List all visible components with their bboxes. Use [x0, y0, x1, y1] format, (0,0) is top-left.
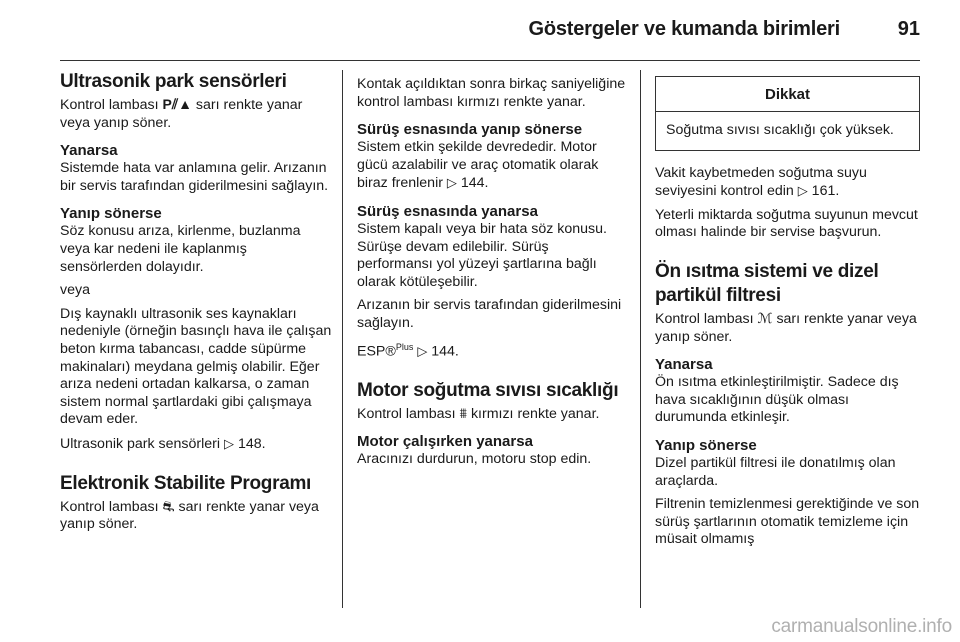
paragraph: Sistem kapalı veya bir hata söz konusu. Sürüşe devam edilebilir. Sürüş performansı yol yüzeyi şartlarına bağlı olarak kötüleşebilir.: [357, 220, 607, 290]
paragraph: Söz konusu arıza, kirlenme, buzlanma veya kar nedeni ile kaplanmış sensörlerden dolayıdır.: [60, 223, 301, 275]
paragraph: Aracınızı durdurun, motoru stop edin.: [357, 451, 592, 468]
park-sensor-icon: P⫽▲: [162, 96, 192, 112]
paragraph: [60, 96, 332, 132]
subheading-lit-driving: Sürüş esnasında yanarsa: [357, 202, 538, 220]
paragraph: Yeterli miktarda soğutma suyunun mevcut olması halinde bir servise başvurun.: [655, 206, 918, 241]
paragraph: [357, 139, 627, 193]
paragraph: [357, 405, 627, 424]
arrow-ref-icon: ▷: [417, 343, 428, 359]
subheading-yanarsa: Yanarsa: [655, 356, 713, 374]
paragraph: [655, 310, 920, 346]
text: 144.: [456, 175, 489, 192]
text: Kontrol lambası: [60, 498, 163, 515]
text: 161.: [807, 183, 840, 200]
section-title-coolant: Motor soğutma sıvısı sıcaklığı: [357, 379, 619, 401]
header-divider: [60, 60, 920, 61]
arrow-ref-icon: ▷: [224, 435, 235, 451]
subheading-engine-running: Motor çalışırken yanarsa: [357, 433, 533, 451]
column-divider-2: [640, 70, 641, 608]
section-title-parking-sensors: Ultrasonik park sensörleri: [60, 71, 287, 92]
subheading-yanarsa: Yanarsa: [60, 142, 118, 160]
arrow-ref-icon: ▷: [797, 183, 808, 199]
text: sarı renkte yanar veya yanıp söner.: [655, 310, 917, 345]
column-right: [655, 70, 920, 549]
text: Kontrol lambası: [655, 310, 758, 327]
paragraph: Dizel partikül filtresi ile donatılmış olan araçlarda.: [655, 454, 896, 489]
text: 144.: [427, 343, 459, 360]
text: Vakit kaybetmeden soğutma suyu seviyesini kontrol edin: [655, 164, 867, 200]
paragraph: [655, 165, 920, 201]
page-header-title: Göstergeler ve kumanda birimleri: [528, 18, 840, 40]
superscript: Plus: [395, 341, 414, 352]
text: ESP®: [357, 343, 396, 360]
warning-box: [655, 76, 920, 151]
paragraph: Sistemde hata var anlamına gelir. Arızanın bir servis tarafından giderilmesini sağlayın.: [60, 160, 329, 194]
paragraph: Dış kaynaklı ultrasonik ses kaynakları nedeniyle (örneğin basınçlı hava ile çalışan beton kırma tabancası, cadde süpürme makinaları) meydana gelmiş olabilir. Eğer arıza nedeni ortadan kalkarsa, o zaman sistem normal şartlardaki gibi çalışmaya devam eder.: [60, 305, 332, 428]
text: sarı renkte yanar veya yanıp söner.: [60, 498, 319, 533]
watermark: carmanualsonline.info: [771, 616, 952, 637]
text: Kontrol lambası: [357, 405, 460, 422]
column-divider-1: [342, 70, 343, 608]
subheading-yanip-sonerse: Yanıp sönerse: [655, 436, 757, 454]
column-middle: [357, 70, 627, 469]
section-title-esp: Elektronik Stabilite Programı: [60, 472, 312, 494]
column-left: [60, 70, 332, 534]
subheading-yanip-sonerse: Yanıp sönerse: [60, 205, 162, 223]
paragraph: Ön ısıtma etkinleştirilmiştir. Sadece dış hava sıcaklığının düşük olması durumunda etkinleşir.: [655, 374, 899, 426]
text: kırmızı renkte yanar.: [467, 405, 600, 422]
text: sarı renkte yanar veya yanıp söner.: [60, 97, 303, 131]
coolant-temp-icon: ⩩: [459, 404, 467, 421]
paragraph-reference: [357, 339, 627, 361]
page-header: [60, 14, 920, 50]
text: Ultrasonik park sensörleri: [60, 435, 225, 452]
paragraph: Kontak açıldıktan sonra birkaç saniyeliğine kontrol lambası kırmızı renkte yanar.: [357, 76, 626, 110]
warning-box-body: Soğutma sıvısı sıcaklığı çok yüksek.: [666, 122, 894, 138]
esp-car-icon: ⛐: [162, 497, 175, 514]
paragraph: veya: [60, 282, 90, 299]
warning-box-title: Dikkat: [656, 77, 919, 112]
subheading-flashing-driving: Sürüş esnasında yanıp sönerse: [357, 121, 583, 139]
paragraph-reference: [60, 435, 332, 454]
text: Kontrol lambası: [60, 97, 163, 113]
paragraph: Arızanın bir servis tarafından giderilmesini sağlayın.: [357, 297, 622, 331]
section-title-glow-plug: Ön ısıtma sistemi ve dizel partikül filtresi: [655, 260, 879, 306]
paragraph: [60, 498, 332, 534]
text: Sistem etkin şekilde devrededir. Motor gücü azalabilir ve araç otomatik olarak biraz frenlenir: [357, 139, 599, 192]
paragraph: Filtrenin temizlenmesi gerektiğinde ve son sürüş şartlarının otomatik temizleme için müsait olmamış: [655, 496, 920, 548]
glow-plug-icon: ℳ: [757, 309, 773, 326]
arrow-ref-icon: ▷: [446, 175, 457, 191]
page-number: 91: [897, 18, 920, 40]
text: 148.: [234, 435, 266, 452]
